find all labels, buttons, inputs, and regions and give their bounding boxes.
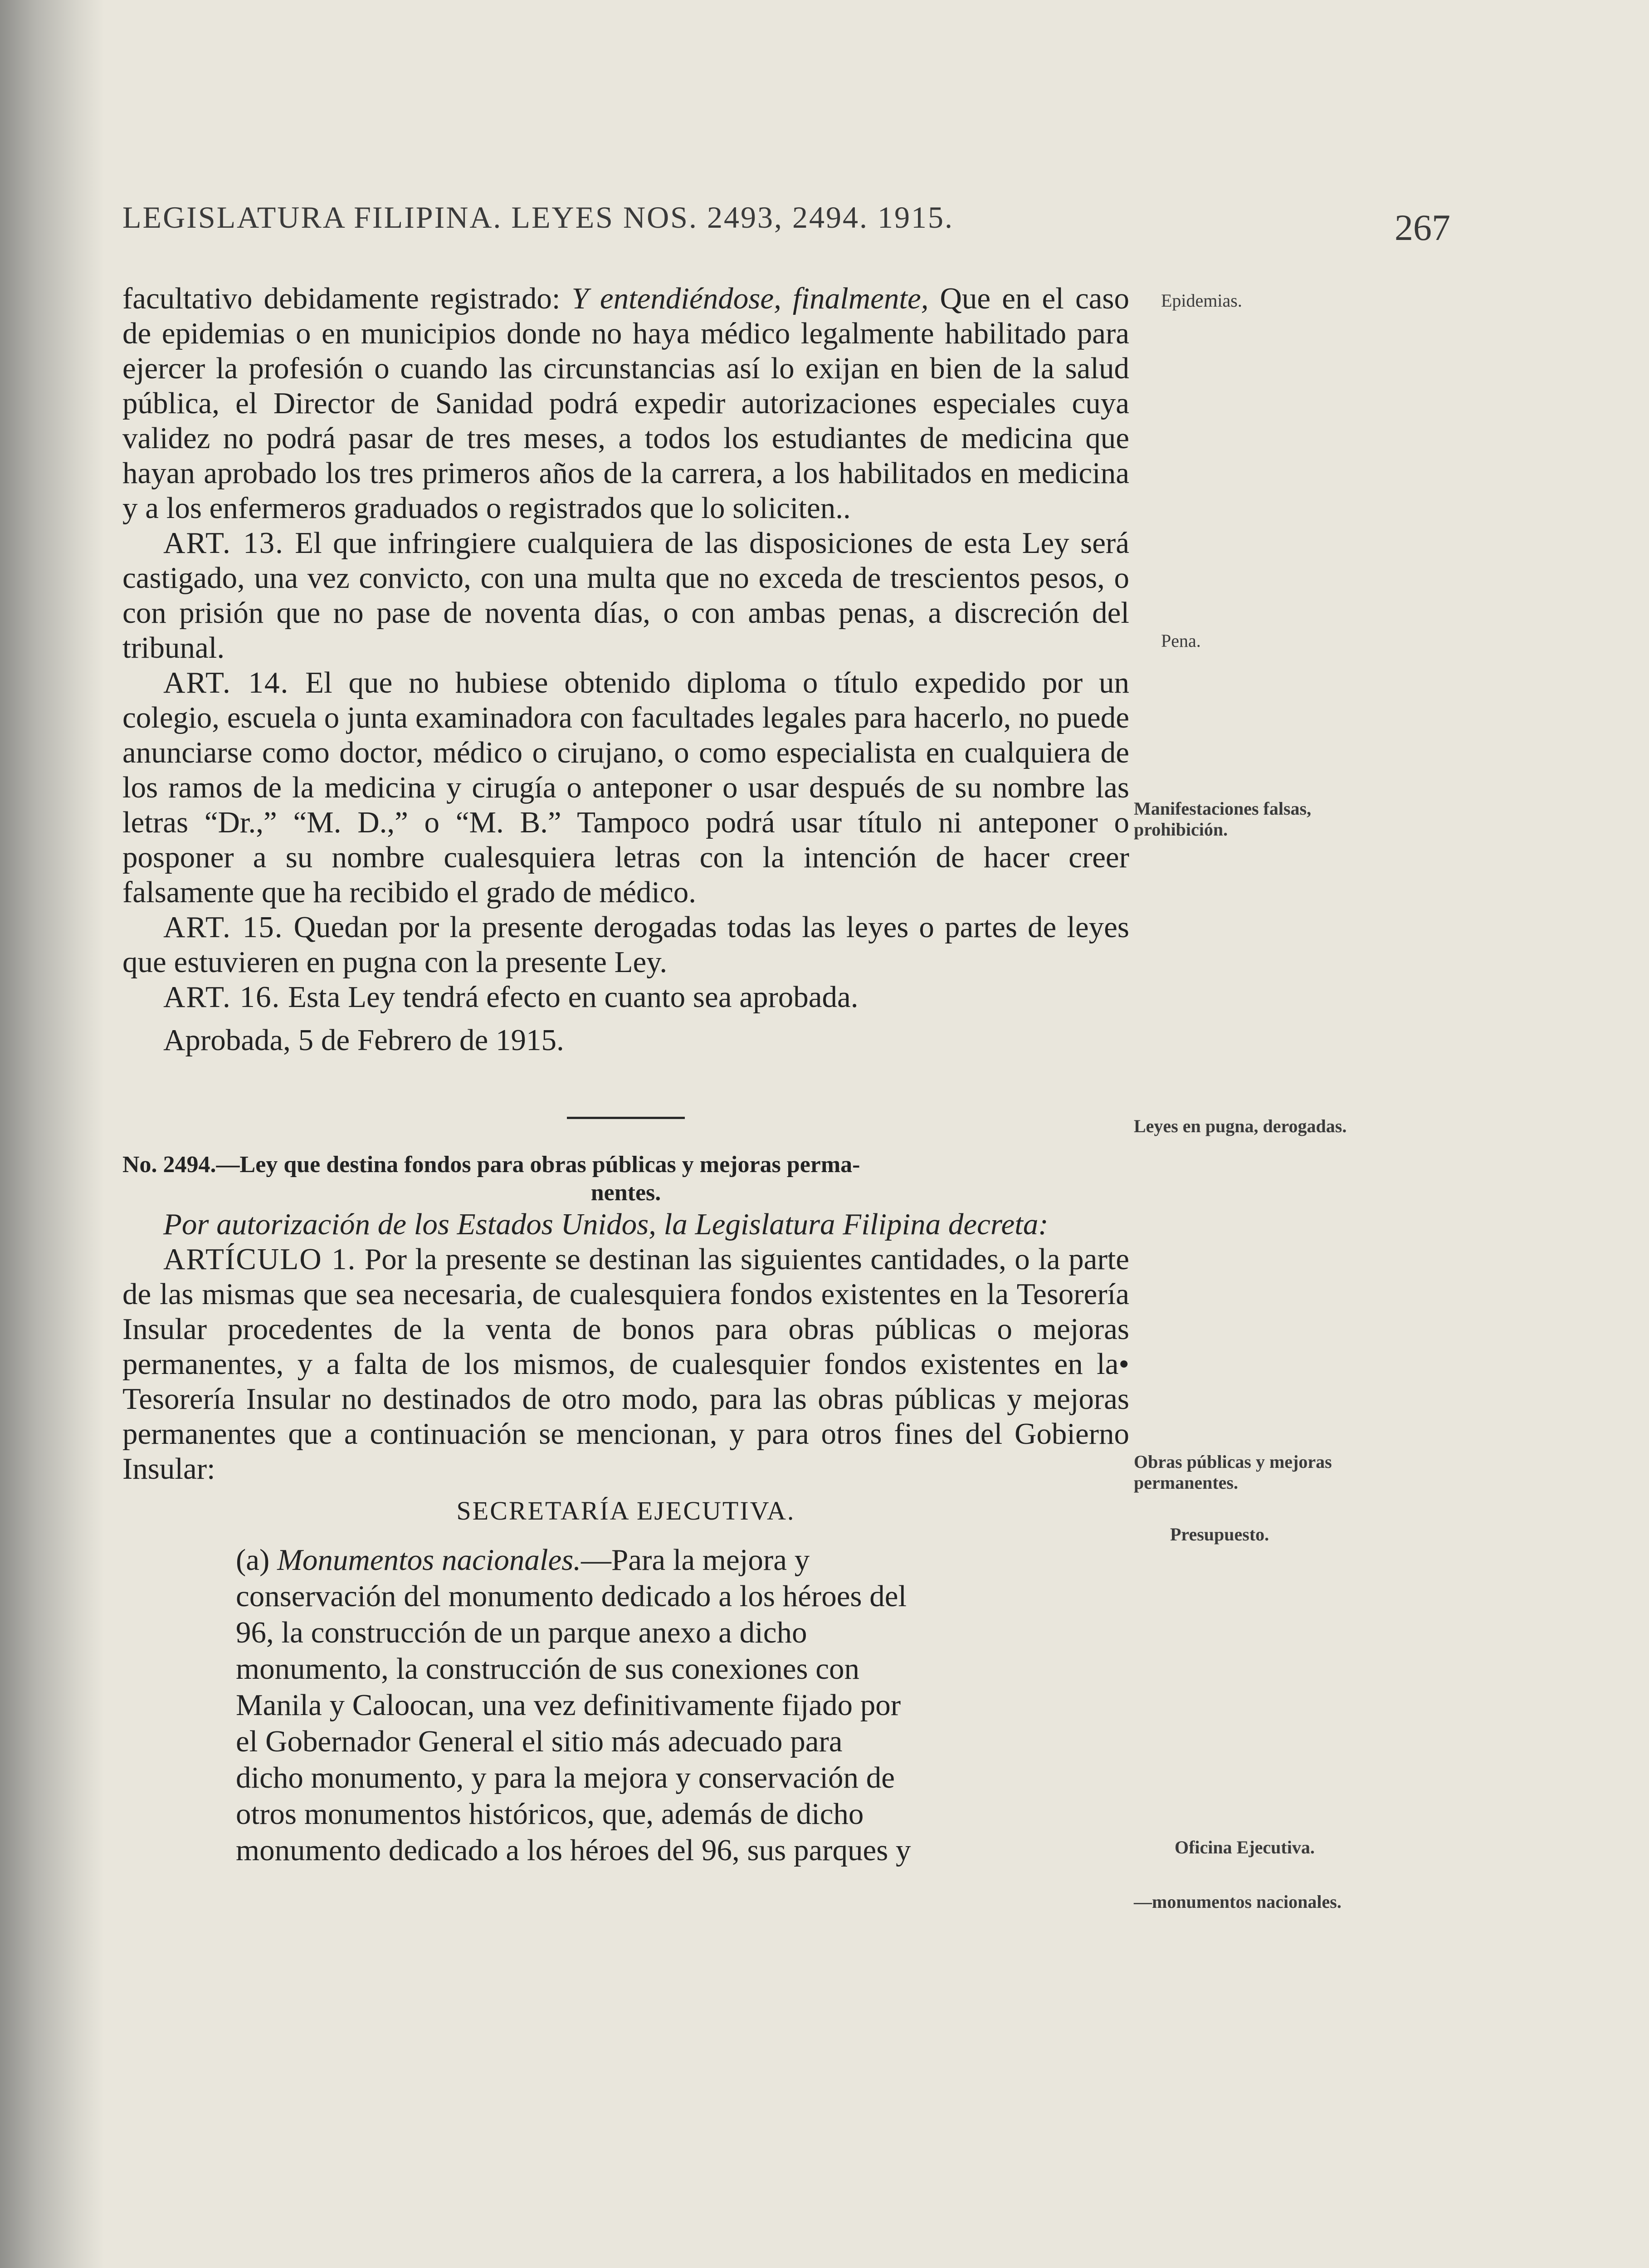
margin-note-leyes: Leyes en pugna, derogadas. xyxy=(1134,1116,1347,1136)
law-2494-title: No. 2494.—Ley que destina fondos para obras públicas y mejoras perma- nentes. xyxy=(122,1152,860,1206)
margin-note-epidemias: Epidemias. xyxy=(1161,290,1242,311)
article-15: ART. 15. Quedan por la presente derogadas todas las leyes o partes de leyes que estuvieren en pugna con la presente Ley. xyxy=(122,910,1129,979)
article-label: ART. 14. xyxy=(163,666,289,699)
article-1: ARTÍCULO 1. Por la presente se destinan las siguientes cantidades, o la parte de las mismas que sea necesaria, de cualesquiera fondos existentes en la Tesorería Insular procedentes de la venta de bonos para obras públicas o mejoras permanentes, y a falta de los mismos, de cualesquier fondos existentes en la• Tesorería Insular no destinados de otro modo, para las obras públicas y mejoras permanentes que a continuación se mencionan, y para otros fines del Gobierno Insular: xyxy=(122,1242,1129,1486)
article-label: ART. 15. xyxy=(163,910,283,944)
article-16: ART. 16. Esta Ley tendrá efecto en cuanto sea aprobada. xyxy=(163,980,859,1014)
margin-note-presupuesto: Presupuesto. xyxy=(1170,1524,1269,1545)
paragraph-epidemias: facultativo debidamente registrado: Y entendiéndose, finalmente, Que en el caso de epidemias o en municipios donde no haya médico legalmente habilitado para ejercer la profesión o cuando las circunstancias así lo exijan en bien de la salud pública, el Director de Sanidad podrá expedir autorizaciones especiales cuya validez no podrá pasar de tres meses, a todos los estudiantes de medicina que hayan aprobado los tres primeros años de la carrera, a los habilitados en medicina y a los enfermeros graduados o registrados que lo soliciten.. xyxy=(122,282,1129,525)
page-number: 267 xyxy=(1395,207,1450,248)
article-13: ART. 13. El que infringiere cualquiera de las disposiciones de esta Ley será castigado, una vez convicto, con una multa que no exceda de trescientos pesos, o con prisión que no pase de noventa días, o con ambas penas, a discreción del tribunal. xyxy=(122,526,1129,665)
section-divider-rule xyxy=(567,1117,685,1119)
margin-note-oficina: Oficina Ejecutiva. xyxy=(1175,1837,1315,1857)
main-text-column xyxy=(122,281,1129,1868)
margin-note-obras: Obras públicas y mejoras permanentes. xyxy=(1134,1452,1332,1493)
margin-note-pena: Pena. xyxy=(1161,631,1201,651)
article-label: ARTÍCULO 1. xyxy=(163,1242,356,1276)
margin-note-monumentos: —monumentos nacionales. xyxy=(1134,1892,1342,1912)
article-label: ART. 13. xyxy=(163,526,284,560)
article-14: ART. 14. El que no hubiese obtenido diploma o título expedido por un colegio, escuela o junta examinadora con facultades legales para hacerlo, no puede anunciarse como doctor, médico o cirujano, o como especialista en cualquiera de los ramos de la medicina y cirugía o anteponer o usar después de su nombre las letras “Dr.,” “M. D.,” o “M. B.” Tampoco podrá usar título ni anteponer o posponer a su nombre cualesquiera letras con la intención de hacer creer falsamente que ha recibido el grado de médico. xyxy=(122,666,1129,909)
approval-date: Aprobada, 5 de Febrero de 1915. xyxy=(163,1023,564,1057)
section-heading: SECRETARÍA EJECUTIVA. xyxy=(456,1496,795,1525)
enacting-clause: Por autorización de los Estados Unidos, la Legislatura Filipina decreta: xyxy=(163,1207,1049,1241)
running-head: LEGISLATURA FILIPINA. LEYES NOS. 2493, 2494. 1915. xyxy=(122,200,954,235)
margin-note-manifestaciones: Manifestaciones falsas, prohibición. xyxy=(1134,798,1312,840)
item-a-monumentos: (a) Monumentos nacionales.—Para la mejora y conservación del monumento dedicado a los héroes del 96, la construcción de un parque anexo a dicho monumento, la construcción de sus conexiones con Manila y Caloocan, una vez definitivamente fijado por el Gobernador General el sitio más adecuado para dicho monumento, y para la mejora y conservación de otros monumentos históricos, que, además de dicho monumento dedicado a los héroes del 96, sus parques y xyxy=(236,1543,911,1867)
article-label: ART. 16. xyxy=(163,980,281,1014)
